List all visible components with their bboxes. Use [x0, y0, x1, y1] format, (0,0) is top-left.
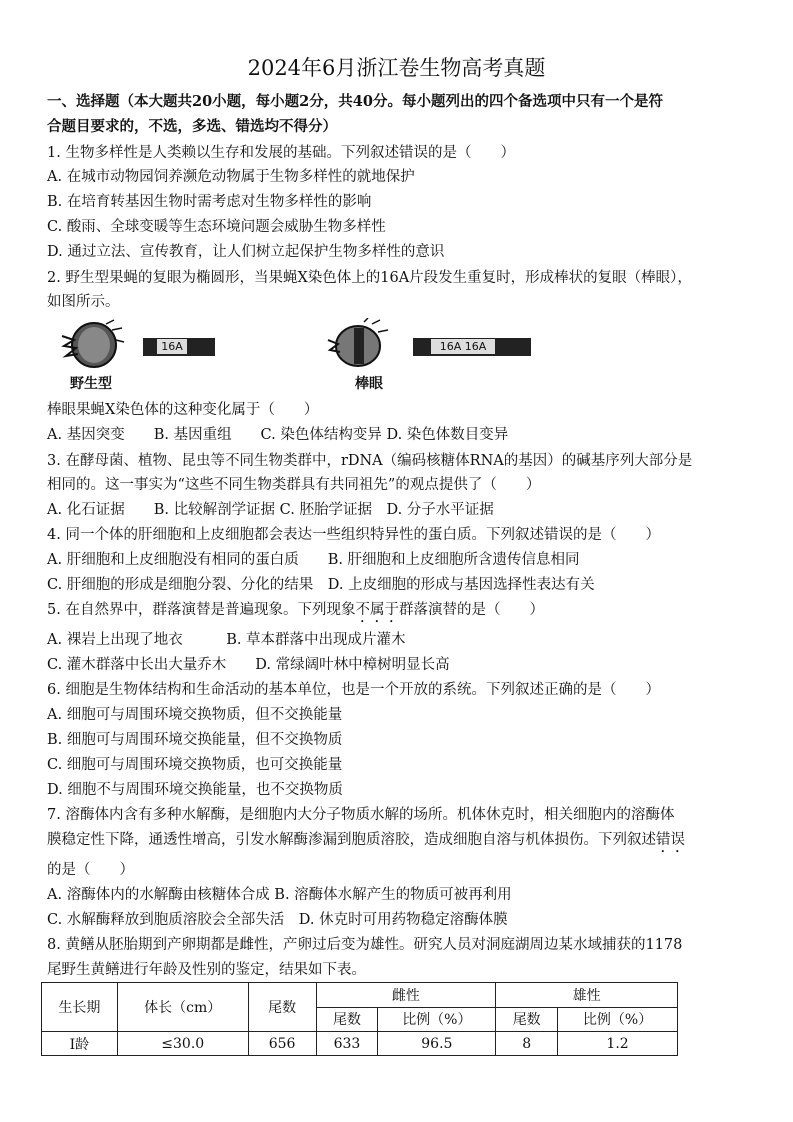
q5-stem-post: 群落演替的是（ ） — [398, 602, 544, 618]
band-16a-16a-label: 16A 16A — [431, 339, 495, 354]
subheader-female-count: 尾数 — [316, 1007, 378, 1032]
cell-stage: Ⅰ龄 — [42, 1032, 118, 1056]
q5-stem — [47, 600, 762, 626]
q8-stem-cont: 尾野生黄鳝进行年龄及性别的鉴定，结果如下表。 — [47, 962, 366, 978]
cell-count: 656 — [248, 1032, 316, 1056]
subheader-male-count: 尾数 — [496, 1007, 558, 1032]
q7-stem-end: 的是（ ） — [47, 862, 134, 878]
q7-stem: 7. 溶酶体内含有多种水解酶，是细胞内大分子物质水解的场所。机体休克时，相关细胞内的溶酶体 — [47, 807, 675, 823]
q7-stem-cont — [47, 830, 762, 856]
cell-male-count: 8 — [496, 1032, 558, 1056]
band-16a-label: 16A — [157, 339, 187, 354]
wild-type-label: 野生型 — [70, 376, 112, 392]
q6-option-d: D. 细胞不与周围环境交换能量，也不交换物质 — [47, 782, 343, 798]
section-heading: 一、选择题（本大题共20小题，每小题2分，共40分。每小题列出的四个备选项中只有一个是符 — [47, 93, 663, 110]
subheader-female-ratio: 比例（%） — [378, 1007, 496, 1032]
q2-question: 棒眼果蝇X染色体的这种变化属于（ ） — [47, 402, 319, 418]
q7-options-cd: C. 水解酶释放到胞质溶胶会全部失活 D. 休克时可用药物稳定溶酶体膜 — [47, 912, 508, 928]
q3-stem-cont: 相同的。这一事实为“这些不同生物类群具有共同祖先”的观点提供了（ ） — [47, 477, 541, 493]
q6-option-b: B. 细胞可与周围环境交换能量，但不交换物质 — [47, 732, 343, 748]
q1-option-a: A. 在城市动物园饲养濒危动物属于生物多样性的就地保护 — [47, 169, 415, 185]
header-female: 雌性 — [316, 983, 496, 1008]
bar-eye-image — [324, 318, 394, 370]
q5-stem-emphasis: 不属于 — [355, 602, 399, 618]
cell-female-ratio: 96.5 — [378, 1032, 496, 1056]
header-count: 尾数 — [248, 983, 316, 1032]
q5-stem-pre: 5. 在自然界中，群落演替是普遍现象。下列现象 — [47, 602, 356, 618]
eel-data-table — [41, 982, 678, 1056]
q2-stem: 2. 野生型果蝇的复眼为椭圆形，当果蝇X染色体上的16A片段发生重复时，形成棒状的复眼（棒眼）， — [47, 270, 692, 286]
q5-options-ab: A. 裸岩上出现了地衣 B. 草本群落中出现成片灌木 — [47, 632, 406, 648]
header-male: 雄性 — [496, 983, 678, 1008]
q5-options-cd: C. 灌木群落中长出大量乔木 D. 常绿阔叶林中樟树明显长高 — [47, 657, 450, 673]
q3-stem: 3. 在酵母菌、植物、昆虫等不同生物类群中，rDNA（编码核糖体RNA的基因）的碱基序列大部分是 — [47, 453, 693, 469]
q1-option-b: B. 在培育转基因生物时需考虑对生物多样性的影响 — [47, 194, 372, 210]
q2-stem-cont: 如图所示。 — [47, 294, 120, 310]
cell-male-ratio: 1.2 — [558, 1032, 678, 1056]
q7-options-ab: A. 溶酶体内的水解酶由核糖体合成 B. 溶酶体水解产生的物质可被再利用 — [47, 887, 512, 903]
q6-option-a: A. 细胞可与周围环境交换物质，但不交换能量 — [47, 707, 343, 723]
q8-stem: 8. 黄鳝从胚胎期到产卵期都是雌性，产卵过后变为雄性。研究人员对洞庭湖周边某水域捕获的1178 — [47, 937, 683, 953]
q1-option-d: D. 通过立法、宣传教育，让人们树立起保护生物多样性的意识 — [47, 244, 445, 260]
q4-stem: 4. 同一个体的肝细胞和上皮细胞都会表达一些组织特异性的蛋白质。下列叙述错误的是（ ） — [47, 527, 660, 543]
q4-options-cd: C. 肝细胞的形成是细胞分裂、分化的结果 D. 上皮细胞的形成与基因选择性表达有关 — [47, 577, 595, 593]
q1-option-c: C. 酸雨、全球变暖等生态环境问题会威胁生物多样性 — [47, 219, 386, 235]
q2-options: A. 基因突变 B. 基因重组 C. 染色体结构变异 D. 染色体数目变异 — [47, 427, 509, 443]
q7-stem-cont-text: 膜稳定性下降，通透性增高，引发水解酶渗漏到胞质溶胶，造成细胞自溶与机体损伤。下列叙述 — [47, 832, 656, 848]
q7-stem-emphasis: 错误 — [656, 832, 685, 848]
wild-type-eye-image — [56, 318, 126, 370]
chromosome-band-bar — [413, 338, 531, 356]
chromosome-band-wild — [143, 338, 215, 356]
section-heading-cont: 合题目要求的，不选，多选、错选均不得分） — [47, 118, 337, 135]
bar-eye-label: 棒眼 — [355, 376, 383, 392]
q1-stem: 1. 生物多样性是人类赖以生存和发展的基础。下列叙述错误的是（ ） — [47, 145, 515, 161]
q6-option-c: C. 细胞可与周围环境交换物质，也可交换能量 — [47, 757, 343, 773]
q3-options: A. 化石证据 B. 比较解剖学证据 C. 胚胎学证据 D. 分子水平证据 — [47, 502, 494, 518]
cell-length: ≤30.0 — [117, 1032, 248, 1056]
cell-female-count: 633 — [316, 1032, 378, 1056]
subheader-male-ratio: 比例（%） — [558, 1007, 678, 1032]
header-stage: 生长期 — [42, 983, 118, 1032]
q6-stem: 6. 细胞是生物体结构和生命活动的基本单位，也是一个开放的系统。下列叙述正确的是（ ） — [47, 682, 660, 698]
table-row — [42, 1032, 678, 1056]
q4-options-ab: A. 肝细胞和上皮细胞没有相同的蛋白质 B. 肝细胞和上皮细胞所含遗传信息相同 — [47, 552, 580, 568]
header-length: 体长（cm） — [117, 983, 248, 1032]
table-header-row — [42, 983, 678, 1008]
page-title: 2024年6月浙江卷生物高考真题 — [247, 56, 546, 80]
